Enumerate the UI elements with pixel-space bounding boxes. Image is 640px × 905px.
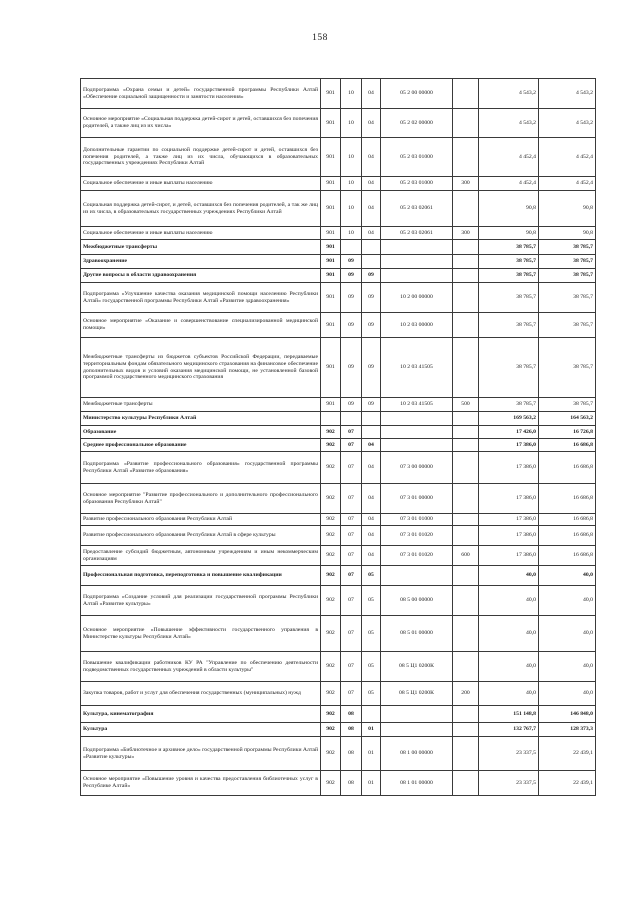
target-article-cell: 05 2 03 02061: [381, 227, 453, 240]
amount-year1-cell: 38 785,7: [479, 269, 539, 283]
item-name-cell: Культура, кинематография: [81, 706, 321, 723]
amount-year1-cell: 17 386,0: [479, 546, 539, 566]
amount-year1-cell: 90,8: [479, 227, 539, 240]
amount-year1-cell: 38 785,7: [479, 283, 539, 313]
amount-year2-cell: 16 686,8: [539, 439, 596, 452]
subsection-code-cell: 04: [362, 227, 381, 240]
amount-year2-cell: 22 439,1: [539, 737, 596, 771]
section-code-cell: 08: [341, 737, 362, 771]
amount-year1-cell: 132 767,7: [479, 723, 539, 737]
table-row: [81, 566, 596, 586]
subsection-code-cell: 05: [362, 682, 381, 706]
section-code-cell: 10: [341, 79, 362, 109]
target-article-cell: [381, 723, 453, 737]
target-article-cell: 10 2 00 00000: [381, 283, 453, 313]
subsection-code-cell: 05: [362, 652, 381, 682]
item-name-cell: Министерство культуры Республики Алтай: [81, 412, 321, 426]
subsection-code-cell: 09: [362, 338, 381, 398]
target-article-cell: [381, 706, 453, 723]
admin-code-cell: 901: [321, 79, 341, 109]
admin-code-cell: 901: [321, 138, 341, 177]
amount-year2-cell: 16 686,8: [539, 514, 596, 526]
target-article-cell: 07 3 01 01020: [381, 546, 453, 566]
table-row: [81, 452, 596, 484]
admin-code-cell: 902: [321, 566, 341, 586]
amount-year1-cell: 17 426,0: [479, 426, 539, 439]
target-article-cell: [381, 255, 453, 269]
amount-year2-cell: 16 686,8: [539, 484, 596, 514]
table-row: [81, 227, 596, 240]
item-name-cell: Основное мероприятие «Повышение уровня и качества предоставления библиотечных услуг в Республике Алтай»: [81, 771, 321, 796]
subsection-code-cell: 01: [362, 723, 381, 737]
table-row: [81, 586, 596, 616]
target-article-cell: 08 1 01 00000: [381, 771, 453, 796]
target-article-cell: [381, 240, 453, 255]
amount-year2-cell: 40,0: [539, 616, 596, 652]
item-name-cell: Межбюджетные трансферты: [81, 398, 321, 412]
admin-code-cell: 901: [321, 398, 341, 412]
amount-year2-cell: 38 785,7: [539, 255, 596, 269]
amount-year2-cell: 38 785,7: [539, 269, 596, 283]
amount-year2-cell: 146 848,0: [539, 706, 596, 723]
expense-type-cell: [453, 771, 479, 796]
target-article-cell: [381, 269, 453, 283]
table-row: [81, 439, 596, 452]
amount-year1-cell: 17 386,0: [479, 514, 539, 526]
subsection-code-cell: [362, 412, 381, 426]
subsection-code-cell: [362, 426, 381, 439]
admin-code-cell: 901: [321, 191, 341, 227]
table-row: [81, 109, 596, 138]
table-row: [81, 398, 596, 412]
target-article-cell: 05 2 03 01000: [381, 177, 453, 191]
amount-year1-cell: 38 785,7: [479, 398, 539, 412]
expense-type-cell: 200: [453, 682, 479, 706]
subsection-code-cell: [362, 706, 381, 723]
amount-year1-cell: 38 785,7: [479, 240, 539, 255]
amount-year1-cell: 17 386,0: [479, 439, 539, 452]
admin-code-cell: 901: [321, 240, 341, 255]
section-code-cell: 09: [341, 255, 362, 269]
subsection-code-cell: 05: [362, 566, 381, 586]
item-name-cell: Основное мероприятие «Социальная поддержка детей-сирот и детей, оставшихся без попечения родителей, а также лиц из их числа»: [81, 109, 321, 138]
section-code-cell: 07: [341, 616, 362, 652]
table-row: [81, 723, 596, 737]
table-row: [81, 240, 596, 255]
item-name-cell: Развитие профессионального образования Республики Алтай в сфере культуры: [81, 526, 321, 546]
item-name-cell: Межбюджетные трансферты: [81, 240, 321, 255]
expense-type-cell: [453, 138, 479, 177]
page-number: 158: [312, 33, 328, 43]
item-name-cell: Профессиональная подготовка, переподготовка и повышение квалификации: [81, 566, 321, 586]
item-name-cell: Другие вопросы в области здравоохранения: [81, 269, 321, 283]
target-article-cell: 10 2 03 41505: [381, 398, 453, 412]
section-code-cell: 10: [341, 109, 362, 138]
table-row: [81, 546, 596, 566]
amount-year1-cell: 17 386,0: [479, 484, 539, 514]
amount-year1-cell: 4 452,4: [479, 138, 539, 177]
table-row: [81, 616, 596, 652]
expense-type-cell: [453, 313, 479, 338]
admin-code-cell: 902: [321, 484, 341, 514]
amount-year1-cell: 90,8: [479, 191, 539, 227]
subsection-code-cell: 04: [362, 514, 381, 526]
item-name-cell: Культура: [81, 723, 321, 737]
amount-year2-cell: 4 452,4: [539, 138, 596, 177]
subsection-code-cell: 09: [362, 269, 381, 283]
item-name-cell: Социальная поддержка детей-сирот, и детей, оставшихся без попечения родителей, а так же лиц из их числа, в образовательных государственных учреждениях Республики Алтай: [81, 191, 321, 227]
target-article-cell: 05 2 00 00000: [381, 79, 453, 109]
item-name-cell: Подпрограмма «Охрана семьи и детей» государственной программы Республики Алтай «Обеспечение социальной защищенности и занятости населения»: [81, 79, 321, 109]
amount-year1-cell: 4 543,2: [479, 109, 539, 138]
target-article-cell: 08 5 Ц1 0200К: [381, 682, 453, 706]
expense-type-cell: [453, 737, 479, 771]
amount-year2-cell: 4 543,2: [539, 109, 596, 138]
amount-year2-cell: 40,0: [539, 566, 596, 586]
table-row: [81, 652, 596, 682]
admin-code-cell: 902: [321, 737, 341, 771]
target-article-cell: 07 3 01 00000: [381, 484, 453, 514]
amount-year1-cell: 4 452,4: [479, 177, 539, 191]
amount-year2-cell: 16 686,8: [539, 452, 596, 484]
admin-code-cell: 901: [321, 283, 341, 313]
admin-code-cell: 901: [321, 227, 341, 240]
expense-type-cell: 600: [453, 546, 479, 566]
section-code-cell: 07: [341, 484, 362, 514]
item-name-cell: Развитие профессионального образования Республики Алтай: [81, 514, 321, 526]
target-article-cell: 07 3 01 01020: [381, 526, 453, 546]
table-row: [81, 514, 596, 526]
table-row: [81, 412, 596, 426]
table-row: [81, 737, 596, 771]
table-row: [81, 526, 596, 546]
table-row: [81, 177, 596, 191]
item-name-cell: Здравоохранение: [81, 255, 321, 269]
amount-year2-cell: 38 785,7: [539, 338, 596, 398]
amount-year1-cell: 17 386,0: [479, 452, 539, 484]
admin-code-cell: 902: [321, 723, 341, 737]
section-code-cell: 07: [341, 566, 362, 586]
subsection-code-cell: 04: [362, 138, 381, 177]
expense-type-cell: [453, 586, 479, 616]
table-row: [81, 269, 596, 283]
amount-year2-cell: 16 686,8: [539, 526, 596, 546]
expense-type-cell: [453, 706, 479, 723]
table-row: [81, 771, 596, 796]
amount-year2-cell: 38 785,7: [539, 398, 596, 412]
expense-type-cell: [453, 426, 479, 439]
expense-type-cell: [453, 79, 479, 109]
amount-year2-cell: 38 785,7: [539, 283, 596, 313]
expense-type-cell: [453, 652, 479, 682]
subsection-code-cell: 04: [362, 191, 381, 227]
table-row: [81, 255, 596, 269]
section-code-cell: [341, 240, 362, 255]
admin-code-cell: 902: [321, 439, 341, 452]
admin-code-cell: 901: [321, 269, 341, 283]
admin-code-cell: 901: [321, 177, 341, 191]
item-name-cell: Закупка товаров, работ и услуг для обеспечения государственных (муниципальных) нужд: [81, 682, 321, 706]
table-row: [81, 682, 596, 706]
expense-type-cell: [453, 338, 479, 398]
subsection-code-cell: 04: [362, 439, 381, 452]
admin-code-cell: [321, 412, 341, 426]
item-name-cell: Подпрограмма «Улучшение качества оказания медицинской помощи населению Республики Алтай» государственной программы Республики Алтай «Развитие здравоохранения»: [81, 283, 321, 313]
amount-year2-cell: 90,8: [539, 191, 596, 227]
section-code-cell: 07: [341, 546, 362, 566]
item-name-cell: Социальное обеспечение и иные выплаты населению: [81, 177, 321, 191]
target-article-cell: 05 2 03 01000: [381, 138, 453, 177]
table-row: [81, 283, 596, 313]
item-name-cell: Подпрограмма «Библиотечное и архивное дело» государственной программы Республики Алтай «Развитие культуры»: [81, 737, 321, 771]
admin-code-cell: 902: [321, 526, 341, 546]
expense-type-cell: 300: [453, 177, 479, 191]
expense-type-cell: [453, 439, 479, 452]
amount-year1-cell: 40,0: [479, 616, 539, 652]
section-code-cell: 09: [341, 283, 362, 313]
admin-code-cell: 902: [321, 682, 341, 706]
target-article-cell: 05 2 03 02061: [381, 191, 453, 227]
subsection-code-cell: 04: [362, 109, 381, 138]
amount-year1-cell: 40,0: [479, 566, 539, 586]
amount-year2-cell: 164 563,2: [539, 412, 596, 426]
admin-code-cell: 901: [321, 109, 341, 138]
target-article-cell: 07 3 01 01000: [381, 514, 453, 526]
admin-code-cell: 901: [321, 255, 341, 269]
expense-type-cell: [453, 412, 479, 426]
target-article-cell: [381, 439, 453, 452]
item-name-cell: Социальное обеспечение и иные выплаты населению: [81, 227, 321, 240]
admin-code-cell: 902: [321, 771, 341, 796]
section-code-cell: 07: [341, 426, 362, 439]
section-code-cell: 07: [341, 682, 362, 706]
admin-code-cell: 902: [321, 426, 341, 439]
item-name-cell: Основное мероприятие "Развитие профессионального и дополнительного профессионального образования Республики Алтай": [81, 484, 321, 514]
target-article-cell: 08 5 00 00000: [381, 586, 453, 616]
section-code-cell: 09: [341, 313, 362, 338]
subsection-code-cell: 01: [362, 771, 381, 796]
admin-code-cell: 902: [321, 616, 341, 652]
target-article-cell: 08 5 01 00000: [381, 616, 453, 652]
section-code-cell: 08: [341, 723, 362, 737]
admin-code-cell: 902: [321, 546, 341, 566]
admin-code-cell: 902: [321, 452, 341, 484]
item-name-cell: Межбюджетные трансферты из бюджетов субъектов Российской Федерации, передаваемые территориальным фондам обязательного медицинского страхования на финансовое обеспечение дополнительных видов и условий оказания медицинской помощи, не установленной базовой программой государственного медицинского страхования: [81, 338, 321, 398]
section-code-cell: 07: [341, 452, 362, 484]
target-article-cell: 08 1 00 00000: [381, 737, 453, 771]
section-code-cell: 07: [341, 439, 362, 452]
section-code-cell: 10: [341, 191, 362, 227]
admin-code-cell: 902: [321, 586, 341, 616]
subsection-code-cell: [362, 240, 381, 255]
target-article-cell: 08 5 Ц1 0200К: [381, 652, 453, 682]
item-name-cell: Подпрограмма «Развитие профессионального образования» государственной программы Республики Алтай «Развитие образования»: [81, 452, 321, 484]
table-row: [81, 138, 596, 177]
admin-code-cell: 901: [321, 338, 341, 398]
item-name-cell: Дополнительные гарантии по социальной поддержке детей-сирот и детей, оставшихся без попечения родителей, а также лиц из их числа, обучающихся в образовательных государственных учреждениях Республики Алтай: [81, 138, 321, 177]
subsection-code-cell: 04: [362, 79, 381, 109]
amount-year1-cell: 23 337,5: [479, 771, 539, 796]
table-row: [81, 338, 596, 398]
expense-type-cell: [453, 514, 479, 526]
table-row: [81, 313, 596, 338]
amount-year2-cell: 40,0: [539, 586, 596, 616]
item-name-cell: Предоставление субсидий бюджетным, автономным учреждениям и иным некоммерческим организациям: [81, 546, 321, 566]
amount-year2-cell: 4 543,2: [539, 79, 596, 109]
subsection-code-cell: 04: [362, 452, 381, 484]
expense-type-cell: [453, 191, 479, 227]
admin-code-cell: 902: [321, 514, 341, 526]
table-row: [81, 191, 596, 227]
admin-code-cell: 901: [321, 313, 341, 338]
subsection-code-cell: 05: [362, 586, 381, 616]
section-code-cell: 09: [341, 338, 362, 398]
subsection-code-cell: 05: [362, 616, 381, 652]
item-name-cell: Среднее профессиональное образование: [81, 439, 321, 452]
amount-year1-cell: 151 148,8: [479, 706, 539, 723]
section-code-cell: 10: [341, 227, 362, 240]
subsection-code-cell: [362, 255, 381, 269]
section-code-cell: 09: [341, 269, 362, 283]
amount-year2-cell: 16 686,8: [539, 546, 596, 566]
subsection-code-cell: 04: [362, 546, 381, 566]
amount-year2-cell: 128 373,3: [539, 723, 596, 737]
amount-year2-cell: 38 785,7: [539, 313, 596, 338]
table-row: [81, 484, 596, 514]
admin-code-cell: 902: [321, 706, 341, 723]
subsection-code-cell: 09: [362, 313, 381, 338]
expense-type-cell: [453, 240, 479, 255]
expense-type-cell: [453, 526, 479, 546]
expense-type-cell: [453, 255, 479, 269]
amount-year2-cell: 16 726,8: [539, 426, 596, 439]
item-name-cell: Основное мероприятие «Повышение эффективности государственного управления в Министерстве культуры Республики Алтай»: [81, 616, 321, 652]
subsection-code-cell: 04: [362, 484, 381, 514]
amount-year2-cell: 22 439,1: [539, 771, 596, 796]
admin-code-cell: 902: [321, 652, 341, 682]
amount-year1-cell: 38 785,7: [479, 338, 539, 398]
expense-type-cell: [453, 566, 479, 586]
target-article-cell: 05 2 02 00000: [381, 109, 453, 138]
expense-type-cell: [453, 484, 479, 514]
subsection-code-cell: 04: [362, 177, 381, 191]
section-code-cell: 07: [341, 586, 362, 616]
amount-year2-cell: 4 452,4: [539, 177, 596, 191]
amount-year1-cell: 40,0: [479, 652, 539, 682]
section-code-cell: 07: [341, 514, 362, 526]
expense-type-cell: 300: [453, 227, 479, 240]
subsection-code-cell: 01: [362, 737, 381, 771]
table-row: [81, 426, 596, 439]
expense-type-cell: [453, 452, 479, 484]
amount-year1-cell: 17 386,0: [479, 526, 539, 546]
expense-type-cell: 500: [453, 398, 479, 412]
table-row: [81, 79, 596, 109]
section-code-cell: 08: [341, 771, 362, 796]
section-code-cell: 09: [341, 398, 362, 412]
item-name-cell: Образование: [81, 426, 321, 439]
expense-type-cell: [453, 109, 479, 138]
expense-type-cell: [453, 269, 479, 283]
section-code-cell: 10: [341, 138, 362, 177]
amount-year1-cell: 40,0: [479, 682, 539, 706]
amount-year1-cell: 40,0: [479, 586, 539, 616]
subsection-code-cell: 09: [362, 398, 381, 412]
expense-type-cell: [453, 723, 479, 737]
section-code-cell: 08: [341, 706, 362, 723]
subsection-code-cell: 09: [362, 283, 381, 313]
subsection-code-cell: 04: [362, 526, 381, 546]
budget-table: [80, 78, 596, 796]
table-row: [81, 706, 596, 723]
target-article-cell: [381, 412, 453, 426]
amount-year1-cell: 4 543,2: [479, 79, 539, 109]
budget-table-body: [81, 79, 596, 796]
amount-year2-cell: 38 785,7: [539, 240, 596, 255]
amount-year2-cell: 40,0: [539, 652, 596, 682]
target-article-cell: 10 2 03 00000: [381, 313, 453, 338]
expense-type-cell: [453, 616, 479, 652]
item-name-cell: Повышение квалификации работников КУ РА "Управление по обеспечению деятельности подведомственных государственных учреждений в области культуры": [81, 652, 321, 682]
amount-year1-cell: 38 785,7: [479, 255, 539, 269]
amount-year1-cell: 169 563,2: [479, 412, 539, 426]
target-article-cell: [381, 566, 453, 586]
item-name-cell: Основное мероприятие «Оказание и совершенствование специализированной медицинской помощи»: [81, 313, 321, 338]
item-name-cell: Подпрограмма «Создание условий для реализации государственной программы Республики Алтай «Развитие культуры»: [81, 586, 321, 616]
section-code-cell: 10: [341, 177, 362, 191]
amount-year1-cell: 23 337,5: [479, 737, 539, 771]
target-article-cell: 10 2 03 41505: [381, 338, 453, 398]
expense-type-cell: [453, 283, 479, 313]
section-code-cell: 07: [341, 652, 362, 682]
target-article-cell: 07 3 00 00000: [381, 452, 453, 484]
amount-year2-cell: 90,8: [539, 227, 596, 240]
section-code-cell: [341, 412, 362, 426]
target-article-cell: [381, 426, 453, 439]
amount-year1-cell: 38 785,7: [479, 313, 539, 338]
amount-year2-cell: 40,0: [539, 682, 596, 706]
section-code-cell: 07: [341, 526, 362, 546]
